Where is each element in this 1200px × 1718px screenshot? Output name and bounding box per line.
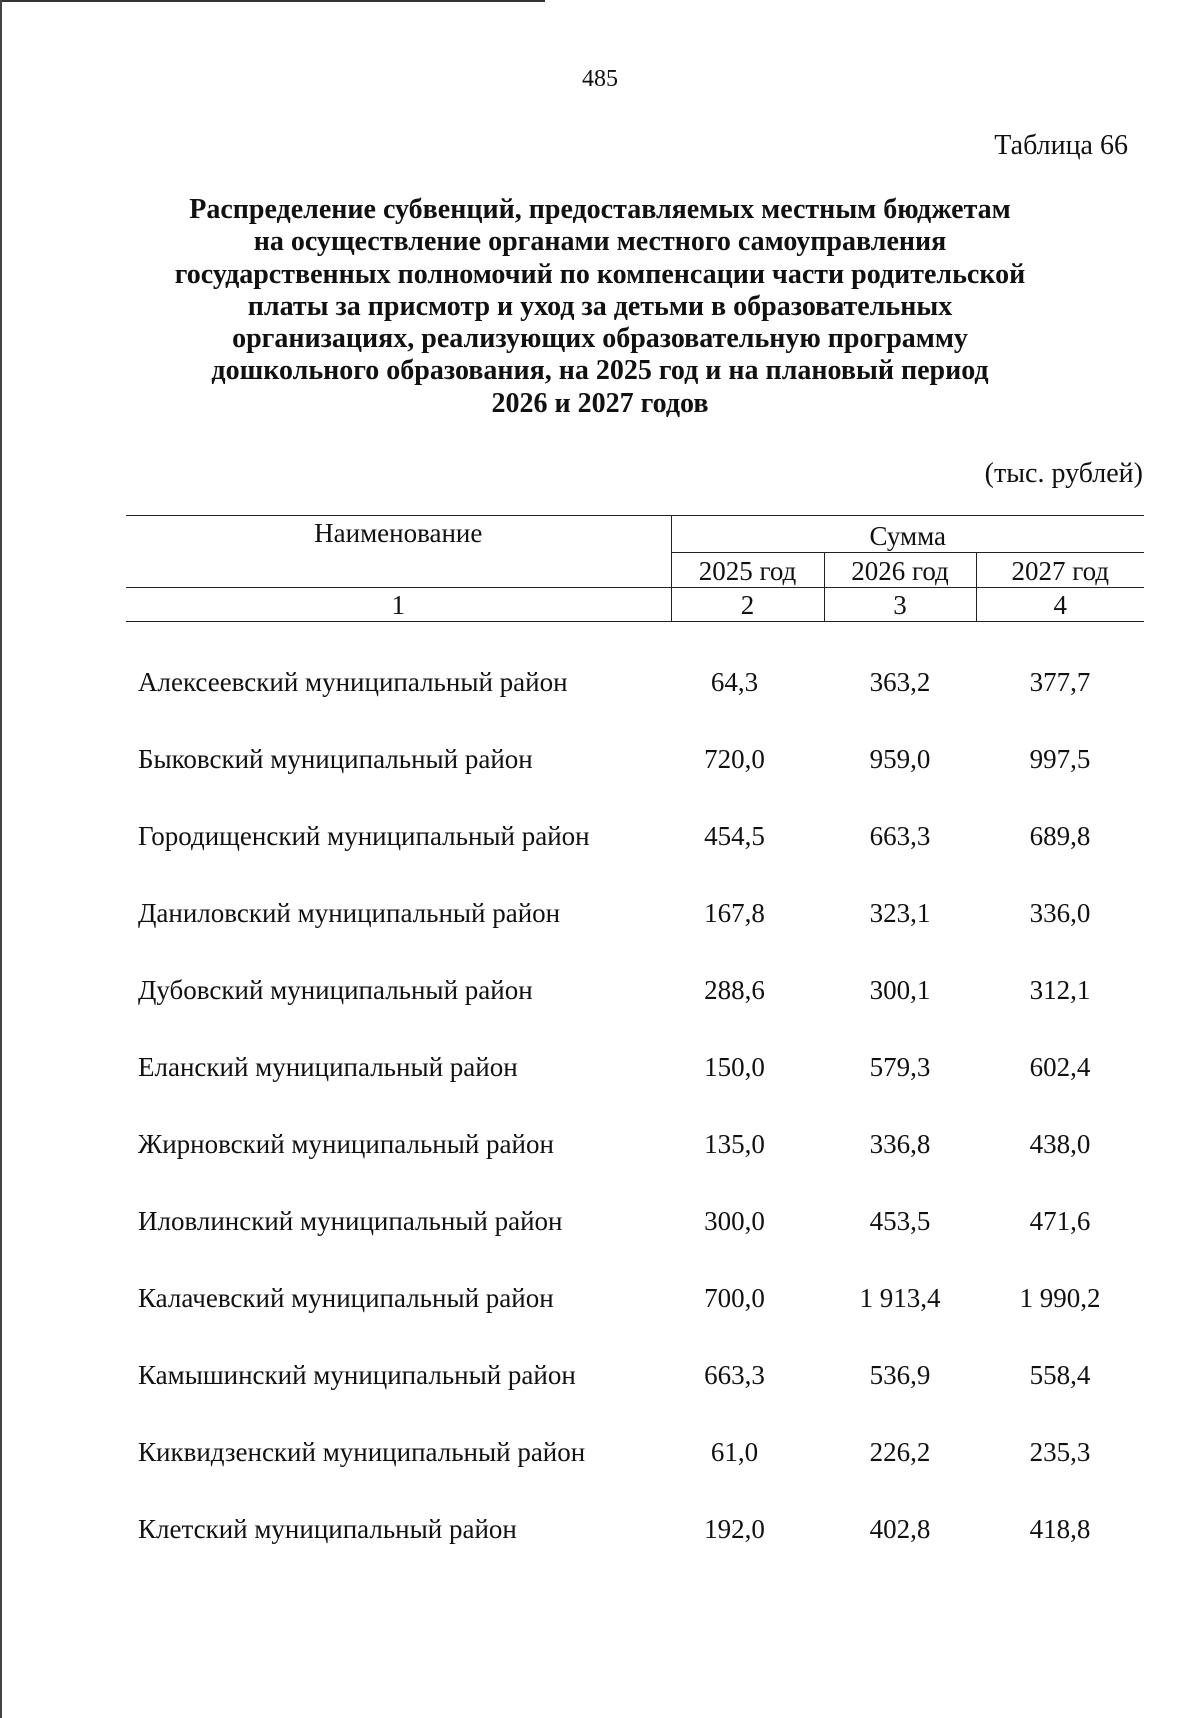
header-year-2027: 2027 год (976, 553, 1144, 588)
row-value-2025: 663,3 (704, 1360, 765, 1390)
row-value-2027: 312,1 (1029, 975, 1091, 1005)
scan-edge-top (0, 0, 545, 2)
row-value-2025: 288,6 (704, 975, 765, 1005)
row-value-2027: 336,0 (1029, 898, 1091, 928)
table-row (126, 1106, 1144, 1183)
row-value-2026: 959,0 (869, 744, 931, 774)
row-value-2025: 167,8 (704, 898, 765, 928)
row-value-2025: 61,0 (710, 1437, 759, 1467)
row-value-2026: 336,8 (869, 1129, 931, 1159)
header-year-2025: 2025 год (671, 553, 824, 588)
title-line: на осуществление органами местного самоуправления (253, 226, 947, 258)
row-value-2025: 700,0 (704, 1283, 765, 1313)
table-row (126, 1337, 1144, 1414)
row-value-2025: 300,0 (704, 1206, 765, 1236)
table-row (126, 644, 1144, 721)
subvention-table (126, 515, 1144, 1568)
document-title (150, 194, 1050, 420)
table-row (126, 1491, 1144, 1568)
header-row (126, 516, 1144, 553)
title-line: 2026 и 2027 годов (491, 387, 709, 419)
row-value-2027: 1 990,2 (1019, 1283, 1101, 1313)
table-row (126, 798, 1144, 875)
row-name: Еланский муниципальный район (138, 1052, 518, 1082)
col-number-2: 2 (671, 588, 824, 622)
table-row (126, 1260, 1144, 1337)
row-value-2027: 997,5 (1029, 744, 1091, 774)
table-row (126, 875, 1144, 952)
row-value-2026: 536,9 (869, 1360, 931, 1390)
column-numbers-row (126, 588, 1144, 622)
table-row (126, 1414, 1144, 1491)
col-number-1: 1 (126, 588, 671, 622)
row-value-2026: 226,2 (869, 1437, 931, 1467)
row-value-2025: 64,3 (710, 667, 759, 697)
title-line: Распределение субвенций, предоставляемых местным бюджетам (189, 194, 1011, 225)
table-label: Таблица 66 (994, 130, 1128, 161)
col-number-3: 3 (824, 588, 976, 622)
row-name: Клетский муниципальный район (138, 1514, 517, 1544)
row-value-2026: 402,8 (869, 1514, 931, 1544)
title-line: дошкольного образования, на 2025 год и на плановый период (211, 355, 989, 387)
row-value-2026: 453,5 (869, 1206, 931, 1236)
row-value-2025: 720,0 (704, 744, 765, 774)
row-name: Калачевский муниципальный район (138, 1283, 554, 1313)
table-row (126, 1183, 1144, 1260)
row-name: Даниловский муниципальный район (138, 898, 561, 928)
table-row (126, 1029, 1144, 1106)
row-name: Городищенский муниципальный район (138, 821, 590, 851)
row-value-2026: 579,3 (869, 1052, 931, 1082)
row-name: Быковский муниципальный район (138, 744, 533, 774)
table-row (126, 721, 1144, 798)
units-note: (тыс. рублей) (984, 458, 1143, 489)
title-line: государственных полномочий по компенсации части родительской (174, 258, 1026, 290)
header-name: Наименование (126, 516, 671, 588)
row-name: Жирновский муниципальный район (138, 1129, 554, 1159)
row-name: Киквидзенский муниципальный район (138, 1437, 586, 1467)
row-value-2027: 558,4 (1029, 1360, 1091, 1390)
header-sum: Сумма (671, 516, 1144, 553)
row-name: Дубовский муниципальный район (138, 975, 533, 1005)
header-year-2026: 2026 год (824, 553, 976, 588)
table-row (126, 952, 1144, 1029)
row-value-2026: 363,2 (869, 667, 931, 697)
row-value-2027: 689,8 (1029, 821, 1091, 851)
page-number: 485 (582, 66, 618, 92)
row-value-2027: 438,0 (1029, 1129, 1091, 1159)
row-value-2026: 300,1 (869, 975, 931, 1005)
row-value-2025: 150,0 (704, 1052, 765, 1082)
row-value-2027: 377,7 (1029, 667, 1091, 697)
scan-edge-left (0, 0, 2, 1718)
row-name: Алексеевский муниципальный район (138, 667, 568, 697)
row-value-2026: 663,3 (869, 821, 931, 851)
col-number-4: 4 (976, 588, 1144, 622)
row-value-2025: 454,5 (704, 821, 765, 851)
title-line: платы за присмотр и уход за детьми в образовательных (247, 290, 953, 322)
title-line: организациях, реализующих образовательную программу (232, 323, 968, 355)
row-name: Иловлинский муниципальный район (138, 1206, 563, 1236)
row-value-2027: 602,4 (1029, 1052, 1091, 1082)
row-value-2025: 192,0 (704, 1514, 765, 1544)
row-value-2026: 323,1 (869, 898, 931, 928)
row-value-2026: 1 913,4 (859, 1283, 941, 1313)
row-value-2027: 418,8 (1029, 1514, 1091, 1544)
row-value-2027: 471,6 (1029, 1206, 1091, 1236)
row-value-2025: 135,0 (704, 1129, 765, 1159)
row-value-2027: 235,3 (1029, 1437, 1091, 1467)
row-name: Камышинский муниципальный район (138, 1360, 576, 1390)
